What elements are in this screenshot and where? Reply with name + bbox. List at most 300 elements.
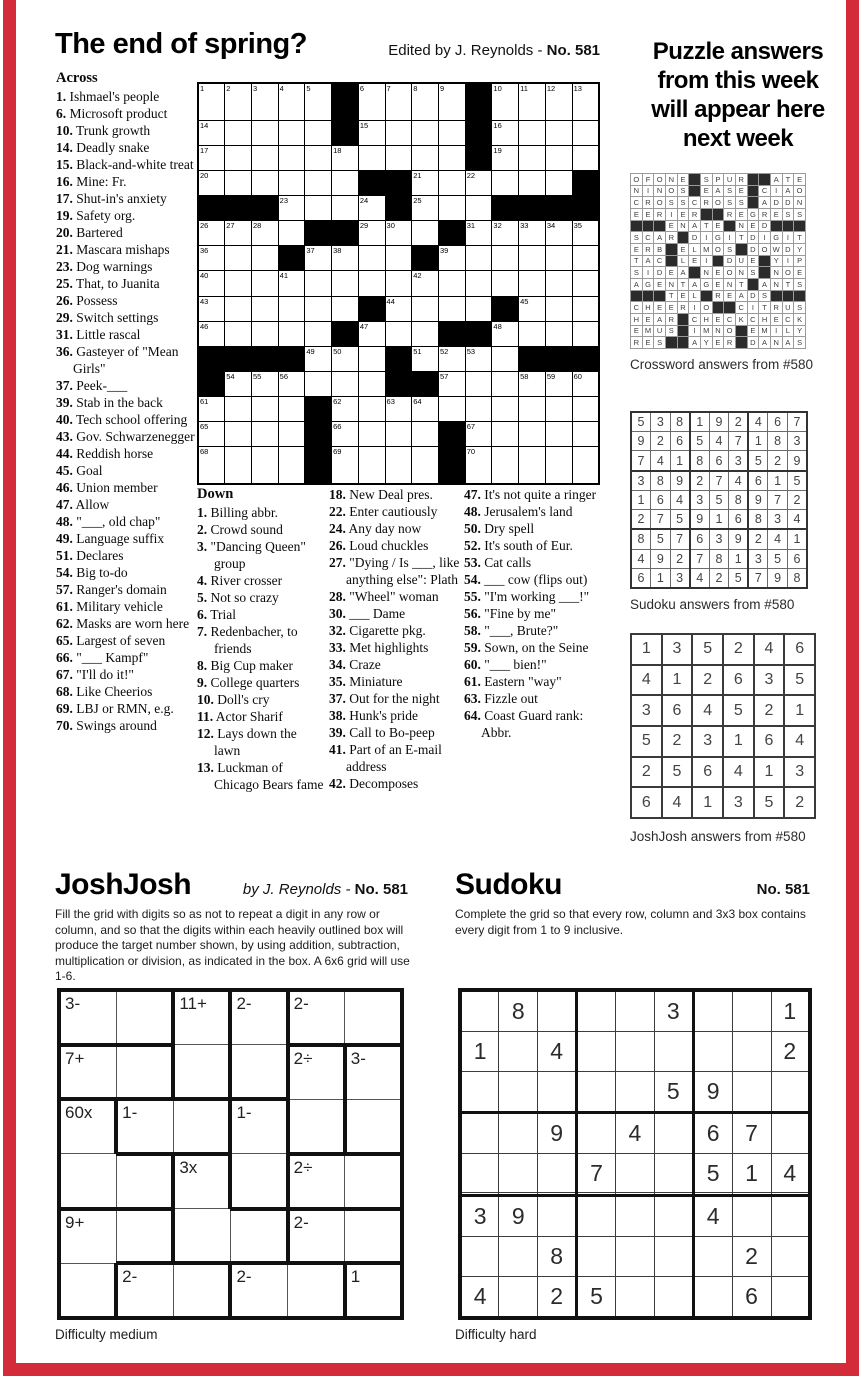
crossword-cell[interactable] — [438, 346, 465, 371]
crossword-cell[interactable] — [332, 171, 359, 196]
crossword-cell[interactable] — [278, 321, 305, 346]
crossword-cell[interactable] — [519, 371, 546, 396]
answer-digit-cell: 4 — [692, 695, 723, 726]
joshjosh-cell[interactable] — [230, 1045, 287, 1100]
crossword-cell[interactable] — [198, 396, 225, 421]
crossword-cell[interactable] — [332, 421, 359, 446]
crossword-cell[interactable] — [278, 296, 305, 321]
joshjosh-cell[interactable] — [230, 1263, 287, 1318]
crossword-cell[interactable] — [412, 171, 439, 196]
sudoku-cell[interactable]: 8 — [538, 1237, 577, 1277]
crossword-cell[interactable] — [412, 346, 439, 371]
crossword-cell[interactable] — [358, 396, 385, 421]
crossword-cell[interactable] — [278, 83, 305, 121]
crossword-cell[interactable] — [465, 246, 492, 271]
sudoku-cell[interactable]: 2 — [771, 1032, 810, 1072]
crossword-cell[interactable] — [465, 221, 492, 246]
sudoku-cell[interactable] — [616, 1196, 655, 1237]
crossword-cell[interactable] — [198, 321, 225, 346]
sudoku-cell[interactable]: 7 — [577, 1153, 616, 1193]
sudoku-cell[interactable] — [654, 1032, 693, 1072]
sudoku-cell[interactable] — [577, 1112, 616, 1153]
crossword-cell[interactable] — [385, 246, 412, 271]
joshjosh-cell[interactable] — [59, 1263, 116, 1318]
sudoku-cell[interactable] — [460, 1237, 499, 1277]
sudoku-cell[interactable]: 1 — [460, 1032, 499, 1072]
sudoku-cell[interactable] — [732, 1196, 771, 1237]
crossword-cell[interactable] — [305, 121, 332, 146]
crossword-cell[interactable] — [412, 321, 439, 346]
crossword-cell[interactable] — [465, 371, 492, 396]
crossword-cell[interactable] — [225, 146, 252, 171]
crossword-cell[interactable] — [572, 446, 599, 484]
crossword-cell[interactable] — [278, 446, 305, 484]
crossword-cell[interactable] — [358, 321, 385, 346]
crossword-cell[interactable] — [332, 346, 359, 371]
sudoku-cell[interactable] — [460, 1153, 499, 1193]
crossword-cell[interactable] — [358, 271, 385, 296]
joshjosh-cell[interactable] — [288, 1154, 345, 1209]
crossword-cell[interactable] — [225, 271, 252, 296]
sudoku-cell[interactable] — [616, 1071, 655, 1112]
crossword-cell[interactable] — [198, 146, 225, 171]
crossword-cell[interactable] — [465, 396, 492, 421]
sudoku-cell[interactable] — [499, 1032, 538, 1072]
crossword-cell[interactable] — [385, 271, 412, 296]
crossword-cell[interactable] — [519, 421, 546, 446]
answer-digit-cell: 1 — [692, 787, 723, 818]
crossword-cell[interactable] — [545, 421, 572, 446]
crossword-cell[interactable] — [438, 171, 465, 196]
sudoku-cell[interactable] — [538, 990, 577, 1032]
crossword-cell[interactable] — [198, 421, 225, 446]
crossword-cell[interactable] — [251, 83, 278, 121]
sudoku-cell[interactable] — [577, 1032, 616, 1072]
sudoku-cell[interactable] — [771, 1237, 810, 1277]
crossword-cell[interactable] — [305, 146, 332, 171]
crossword-cell[interactable] — [465, 271, 492, 296]
crossword-cell[interactable] — [519, 146, 546, 171]
crossword-cell[interactable] — [492, 83, 519, 121]
crossword-cell[interactable] — [492, 271, 519, 296]
crossword-cell[interactable] — [492, 221, 519, 246]
sudoku-cell[interactable] — [616, 990, 655, 1032]
crossword-cell[interactable] — [492, 421, 519, 446]
joshjosh-cell[interactable] — [288, 990, 345, 1045]
sudoku-cell[interactable] — [499, 1071, 538, 1112]
joshjosh-cell[interactable] — [345, 1209, 402, 1264]
crossword-cell[interactable] — [438, 271, 465, 296]
sudoku-cell[interactable]: 9 — [499, 1196, 538, 1237]
joshjosh-cell[interactable] — [230, 1099, 287, 1154]
crossword-cell[interactable] — [251, 296, 278, 321]
crossword-cell[interactable] — [198, 171, 225, 196]
crossword-cell[interactable] — [385, 446, 412, 484]
crossword-cell[interactable] — [438, 371, 465, 396]
crossword-cell[interactable] — [198, 296, 225, 321]
crossword-cell[interactable] — [385, 83, 412, 121]
crossword-cell[interactable] — [251, 421, 278, 446]
crossword-cell[interactable] — [492, 396, 519, 421]
joshjosh-cell[interactable] — [288, 1209, 345, 1264]
crossword-cell[interactable] — [492, 121, 519, 146]
crossword-cell[interactable] — [358, 121, 385, 146]
joshjosh-cell[interactable] — [345, 990, 402, 1045]
crossword-cell[interactable] — [278, 196, 305, 221]
crossword-cell[interactable] — [572, 121, 599, 146]
sudoku-cell[interactable]: 4 — [460, 1276, 499, 1318]
sudoku-cell[interactable] — [538, 1196, 577, 1237]
joshjosh-cell[interactable] — [59, 1099, 116, 1154]
sudoku-cell[interactable]: 4 — [693, 1196, 732, 1237]
crossword-cell[interactable] — [278, 421, 305, 446]
crossword-cell[interactable] — [438, 196, 465, 221]
crossword-cell[interactable] — [572, 396, 599, 421]
sudoku-cell[interactable] — [654, 1112, 693, 1153]
crossword-cell[interactable] — [412, 196, 439, 221]
sudoku-cell[interactable] — [577, 990, 616, 1032]
sudoku-cell[interactable] — [732, 1032, 771, 1072]
crossword-cell[interactable] — [225, 246, 252, 271]
sudoku-cell[interactable] — [693, 1032, 732, 1072]
sudoku-cell[interactable] — [654, 1276, 693, 1318]
crossword-cell[interactable] — [412, 83, 439, 121]
crossword-cell[interactable] — [305, 246, 332, 271]
crossword-cell[interactable] — [358, 346, 385, 371]
crossword-cell[interactable] — [332, 396, 359, 421]
crossword-cell[interactable] — [305, 321, 332, 346]
crossword-cell[interactable] — [198, 246, 225, 271]
sudoku-cell[interactable]: 8 — [499, 990, 538, 1032]
joshjosh-cell[interactable] — [59, 1045, 116, 1100]
crossword-cell[interactable] — [278, 271, 305, 296]
crossword-cell[interactable] — [358, 221, 385, 246]
sudoku-cell[interactable] — [693, 990, 732, 1032]
crossword-cell[interactable] — [225, 396, 252, 421]
joshjosh-cell[interactable] — [116, 1099, 173, 1154]
sudoku-cell[interactable] — [499, 1276, 538, 1318]
crossword-cell[interactable] — [519, 121, 546, 146]
crossword-cell[interactable] — [519, 171, 546, 196]
joshjosh-cell[interactable] — [59, 1154, 116, 1209]
crossword-cell[interactable] — [305, 171, 332, 196]
sudoku-cell[interactable] — [499, 1112, 538, 1153]
joshjosh-cell[interactable] — [116, 1045, 173, 1100]
crossword-cell[interactable] — [545, 271, 572, 296]
crossword-cell[interactable] — [412, 396, 439, 421]
sudoku-cell[interactable] — [732, 1071, 771, 1112]
crossword-cell[interactable] — [492, 171, 519, 196]
crossword-cell[interactable] — [385, 121, 412, 146]
cell-number: 5 — [306, 84, 311, 93]
joshjosh-cell[interactable] — [173, 1045, 230, 1100]
sudoku-cell[interactable]: 3 — [460, 1196, 499, 1237]
crossword-cell[interactable] — [251, 446, 278, 484]
sudoku-cell[interactable] — [771, 1276, 810, 1318]
crossword-cell[interactable] — [332, 146, 359, 171]
joshjosh-cell[interactable] — [345, 1045, 402, 1100]
sudoku-cell[interactable] — [538, 1153, 577, 1193]
sudoku-cell[interactable] — [460, 990, 499, 1032]
crossword-cell[interactable] — [225, 121, 252, 146]
sudoku-cell[interactable] — [654, 1196, 693, 1237]
crossword-cell[interactable] — [412, 221, 439, 246]
crossword-cell[interactable] — [492, 446, 519, 484]
crossword-cell[interactable] — [358, 146, 385, 171]
joshjosh-cell[interactable] — [345, 1154, 402, 1209]
crossword-cell[interactable] — [278, 121, 305, 146]
sudoku-cell[interactable]: 5 — [577, 1276, 616, 1318]
crossword-cell[interactable] — [278, 221, 305, 246]
crossword-cell[interactable] — [305, 346, 332, 371]
crossword-cell[interactable] — [572, 83, 599, 121]
sudoku-cell[interactable] — [654, 1153, 693, 1193]
sudoku-cell[interactable]: 6 — [732, 1276, 771, 1318]
crossword-cell[interactable] — [465, 196, 492, 221]
joshjosh-cell[interactable] — [288, 1099, 345, 1154]
joshjosh-cell[interactable] — [116, 1154, 173, 1209]
crossword-cell[interactable] — [492, 371, 519, 396]
crossword-cell[interactable] — [278, 146, 305, 171]
crossword-cell[interactable] — [358, 83, 385, 121]
sudoku-cell[interactable] — [460, 1071, 499, 1112]
sudoku-cell[interactable] — [732, 990, 771, 1032]
crossword-cell[interactable] — [385, 146, 412, 171]
sudoku-cell[interactable] — [616, 1032, 655, 1072]
sudoku-cell[interactable] — [771, 1112, 810, 1153]
crossword-cell[interactable] — [251, 146, 278, 171]
crossword-cell[interactable] — [519, 446, 546, 484]
crossword-cell[interactable] — [332, 446, 359, 484]
crossword-cell[interactable] — [251, 246, 278, 271]
crossword-cell[interactable] — [385, 396, 412, 421]
crossword-cell[interactable] — [225, 221, 252, 246]
crossword-cell[interactable] — [332, 371, 359, 396]
sudoku-cell[interactable]: 2 — [732, 1237, 771, 1277]
sudoku-cell[interactable] — [693, 1237, 732, 1277]
crossword-cell[interactable] — [492, 246, 519, 271]
joshjosh-cell[interactable] — [59, 990, 116, 1045]
crossword-cell[interactable] — [438, 146, 465, 171]
crossword-cell[interactable] — [385, 421, 412, 446]
crossword-cell[interactable] — [385, 321, 412, 346]
crossword-cell[interactable] — [198, 83, 225, 121]
sudoku-cell[interactable]: 9 — [693, 1071, 732, 1112]
crossword-cell[interactable] — [572, 421, 599, 446]
sudoku-cell[interactable]: 2 — [538, 1276, 577, 1318]
crossword-cell[interactable] — [519, 321, 546, 346]
sudoku-cell[interactable]: 3 — [654, 990, 693, 1032]
crossword-cell[interactable] — [198, 271, 225, 296]
crossword-cell[interactable] — [492, 346, 519, 371]
crossword-cell[interactable] — [358, 446, 385, 484]
sudoku-cell[interactable] — [616, 1237, 655, 1277]
crossword-cell[interactable] — [465, 171, 492, 196]
sudoku-cell[interactable] — [577, 1071, 616, 1112]
crossword-cell[interactable] — [545, 171, 572, 196]
joshjosh-grid[interactable] — [57, 988, 404, 1320]
crossword-cell[interactable] — [251, 371, 278, 396]
crossword-cell[interactable] — [412, 446, 439, 484]
crossword-cell[interactable] — [225, 371, 252, 396]
crossword-cell[interactable] — [519, 296, 546, 321]
crossword-cell[interactable] — [225, 171, 252, 196]
sudoku-cell[interactable]: 5 — [654, 1071, 693, 1112]
crossword-cell[interactable] — [278, 371, 305, 396]
joshjosh-cell[interactable] — [288, 1045, 345, 1100]
crossword-cell[interactable] — [412, 146, 439, 171]
joshjosh-cell[interactable] — [173, 1154, 230, 1209]
crossword-cell[interactable] — [385, 296, 412, 321]
crossword-cell[interactable] — [251, 221, 278, 246]
crossword-cell[interactable] — [305, 271, 332, 296]
answer-letter-cell: T — [665, 290, 677, 302]
joshjosh-cell[interactable] — [116, 990, 173, 1045]
crossword-cell[interactable] — [305, 371, 332, 396]
sudoku-cell[interactable] — [499, 1153, 538, 1193]
crossword-cell[interactable] — [572, 371, 599, 396]
sudoku-cell[interactable] — [499, 1237, 538, 1277]
sudoku-cell[interactable]: 1 — [771, 990, 810, 1032]
crossword-cell[interactable] — [465, 421, 492, 446]
crossword-cell[interactable] — [545, 296, 572, 321]
crossword-cell[interactable] — [225, 296, 252, 321]
sudoku-cell[interactable]: 6 — [693, 1112, 732, 1153]
crossword-cell[interactable] — [519, 83, 546, 121]
crossword-cell[interactable] — [225, 446, 252, 484]
joshjosh-cell[interactable] — [345, 1263, 402, 1318]
crossword-cell[interactable] — [251, 121, 278, 146]
crossword-cell[interactable] — [438, 296, 465, 321]
crossword-cell[interactable] — [545, 321, 572, 346]
crossword-cell[interactable] — [278, 171, 305, 196]
crossword-cell[interactable] — [545, 396, 572, 421]
crossword-cell[interactable] — [251, 271, 278, 296]
joshjosh-cell[interactable] — [173, 1263, 230, 1318]
crossword-cell[interactable] — [225, 421, 252, 446]
crossword-cell[interactable] — [332, 296, 359, 321]
crossword-cell[interactable] — [465, 346, 492, 371]
crossword-cell[interactable] — [438, 396, 465, 421]
sudoku-cell[interactable] — [771, 1196, 810, 1237]
joshjosh-cell[interactable] — [116, 1263, 173, 1318]
crossword-cell[interactable] — [198, 121, 225, 146]
crossword-cell[interactable] — [572, 321, 599, 346]
crossword-cell[interactable] — [358, 421, 385, 446]
crossword-cell[interactable] — [198, 446, 225, 484]
crossword-cell[interactable] — [332, 271, 359, 296]
crossword-cell[interactable] — [358, 371, 385, 396]
crossword-cell[interactable] — [545, 121, 572, 146]
crossword-cell — [278, 346, 305, 371]
sudoku-cell[interactable]: 7 — [732, 1112, 771, 1153]
crossword-cell[interactable] — [438, 246, 465, 271]
crossword-cell[interactable] — [225, 321, 252, 346]
crossword-cell[interactable] — [519, 396, 546, 421]
answer-letter-cell: O — [782, 267, 794, 279]
joshjosh-cell[interactable] — [288, 1263, 345, 1318]
sudoku-cell[interactable]: 4 — [616, 1112, 655, 1153]
crossword-cell[interactable] — [545, 221, 572, 246]
crossword-cell[interactable] — [412, 271, 439, 296]
crossword-cell[interactable] — [251, 171, 278, 196]
sudoku-cell[interactable] — [693, 1276, 732, 1318]
crossword-cell[interactable] — [358, 196, 385, 221]
crossword-cell[interactable] — [545, 371, 572, 396]
sudoku-cell[interactable]: 5 — [693, 1153, 732, 1193]
crossword-cell[interactable] — [572, 221, 599, 246]
crossword-cell[interactable] — [438, 83, 465, 121]
crossword-cell[interactable] — [305, 296, 332, 321]
joshjosh-cell[interactable] — [116, 1209, 173, 1264]
crossword-cell[interactable] — [198, 221, 225, 246]
crossword-cell[interactable] — [572, 246, 599, 271]
crossword-cell[interactable] — [412, 421, 439, 446]
crossword-cell[interactable] — [492, 321, 519, 346]
crossword-cell[interactable] — [519, 246, 546, 271]
joshjosh-cell[interactable] — [230, 1209, 287, 1264]
crossword-cell[interactable] — [412, 296, 439, 321]
crossword-cell[interactable] — [492, 146, 519, 171]
crossword-cell[interactable] — [278, 396, 305, 421]
crossword-cell[interactable] — [225, 83, 252, 121]
joshjosh-cell[interactable] — [230, 1154, 287, 1209]
crossword-cell[interactable] — [572, 271, 599, 296]
sudoku-cell[interactable]: 1 — [732, 1153, 771, 1193]
crossword-cell[interactable] — [305, 83, 332, 121]
joshjosh-cell[interactable] — [173, 1099, 230, 1154]
crossword-cell[interactable] — [412, 121, 439, 146]
joshjosh-cell[interactable] — [173, 1209, 230, 1264]
crossword-cell[interactable] — [465, 446, 492, 484]
crossword-cell[interactable] — [519, 221, 546, 246]
crossword-cell[interactable] — [385, 221, 412, 246]
sudoku-cell[interactable] — [460, 1112, 499, 1153]
crossword-cell[interactable] — [572, 146, 599, 171]
joshjosh-cell[interactable] — [59, 1209, 116, 1264]
sudoku-grid[interactable] — [458, 988, 812, 1320]
crossword-cell[interactable] — [545, 146, 572, 171]
sudoku-cell[interactable] — [616, 1276, 655, 1318]
crossword-cell[interactable] — [332, 246, 359, 271]
crossword-cell[interactable] — [572, 296, 599, 321]
crossword-cell[interactable] — [545, 246, 572, 271]
crossword-cell[interactable] — [465, 296, 492, 321]
crossword-cell[interactable] — [251, 321, 278, 346]
crossword-cell[interactable] — [519, 271, 546, 296]
sudoku-cell[interactable]: 9 — [538, 1112, 577, 1153]
crossword-cell[interactable] — [545, 83, 572, 121]
sudoku-cell[interactable] — [654, 1237, 693, 1277]
sudoku-cell[interactable]: 4 — [771, 1153, 810, 1193]
sudoku-cell[interactable] — [577, 1196, 616, 1237]
sudoku-cell[interactable] — [771, 1071, 810, 1112]
crossword-cell[interactable] — [305, 196, 332, 221]
joshjosh-cell[interactable] — [345, 1099, 402, 1154]
crossword-cell[interactable] — [358, 246, 385, 271]
crossword-grid[interactable] — [197, 82, 600, 485]
sudoku-cell[interactable] — [577, 1237, 616, 1277]
joshjosh-cell[interactable] — [230, 990, 287, 1045]
crossword-cell[interactable] — [545, 446, 572, 484]
joshjosh-cell[interactable] — [173, 990, 230, 1045]
sudoku-cell[interactable]: 4 — [538, 1032, 577, 1072]
crossword-cell[interactable] — [251, 396, 278, 421]
crossword-cell[interactable] — [332, 196, 359, 221]
sudoku-cell[interactable] — [538, 1071, 577, 1112]
crossword-cell[interactable] — [438, 121, 465, 146]
sudoku-cell[interactable] — [616, 1153, 655, 1193]
